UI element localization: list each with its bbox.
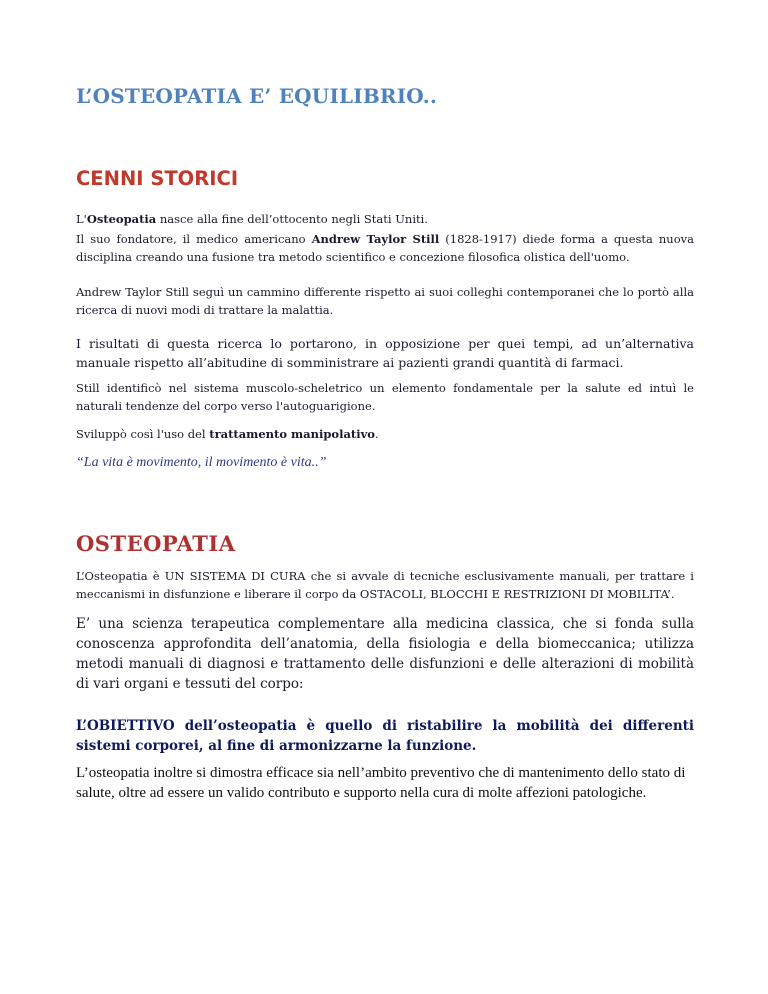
paragraph-still-path: Andrew Taylor Still seguì un cammino differente rispetto ai suoi colleghi contemporanei che lo portò alla ricerca di nuovi modi di trattare la malattia. (76, 285, 694, 317)
page-title: L’OSTEOPATIA E’ EQUILIBRIO.. (76, 84, 438, 108)
bold-name: Andrew Taylor Still (311, 232, 440, 246)
paragraph-founder (76, 230, 694, 266)
paragraph-musculoskeletal: Still identificò nel sistema muscolo-scheletrico un elemento fondamentale per la salute ed intuì le naturali tendenze del corpo verso l'autoguarigione. (76, 381, 694, 413)
paragraph-objective: L’OBIETTIVO dell’osteopatia è quello di ristabilire la mobilità dei differenti sistemi corporei, al fine di armonizzarne la funzione. (76, 718, 694, 754)
text: (1828-1917) diede forma a questa nuova disciplina creando una fusione tra metodo scientifico e concezione filosofica olistica dell'uomo. (76, 232, 694, 264)
section-heading-osteopatia: OSTEOPATIA (76, 531, 236, 556)
paragraph-origin (76, 210, 694, 228)
bold-term: Osteopatia (86, 212, 157, 226)
text: L' (76, 212, 87, 226)
quote: “La vita è movimento, il movimento è vita..” (76, 455, 327, 470)
paragraph-science: E’ una scienza terapeutica complementare alla medicina classica, che si fonda sulla conoscenza approfondita dell’anatomia, della fisiologia e della biomeccanica; utilizza metodi manuali di diagnosi e trattamento delle disfunzioni e delle alterazioni di mobilità di vari organi e tessuti del corpo: (76, 616, 694, 692)
text: . (374, 427, 379, 441)
text: Il suo fondatore, il medico americano (76, 232, 312, 246)
text: Sviluppò così l'uso del (76, 427, 210, 441)
bold-term: trattamento manipolativo (209, 427, 375, 441)
paragraph-system: L’Osteopatia è UN SISTEMA DI CURA che si avvale di tecniche esclusivamente manuali, per trattare i meccanismi in disfunzione e liberare il corpo da OSTACOLI, BLOCCHI E RESTRIZIONI DI MOBILITA’. (76, 569, 694, 601)
text: nasce alla fine dell’ottocento negli Stati Uniti. (156, 212, 428, 226)
section-heading-cenni-storici: CENNI STORICI (76, 167, 239, 190)
paragraph-prevention: L’osteopatia inoltre si dimostra efficace sia nell’ambito preventivo che di mantenimento dello stato di salute, oltre ad essere un valido contributo e supporto nella cura di molte affezioni patologiche. (76, 765, 686, 801)
paragraph-manipulative (76, 425, 694, 443)
paragraph-research: I risultati di questa ricerca lo portarono, in opposizione per quei tempi, ad un’alternativa manuale rispetto all’abitudine di somministrare ai pazienti grandi quantità di farmaci. (76, 336, 694, 370)
